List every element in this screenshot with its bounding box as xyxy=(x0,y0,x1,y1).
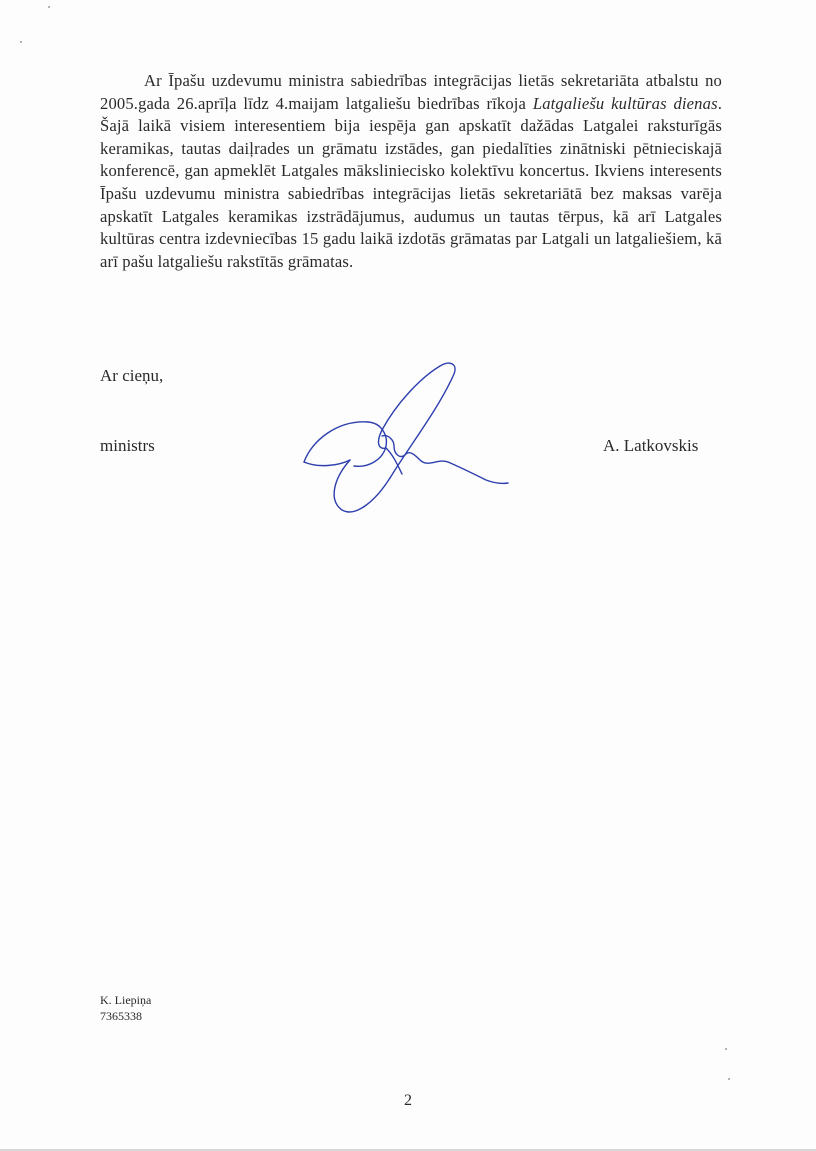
scan-speck xyxy=(48,6,50,8)
contact-name: K. Liepiņa xyxy=(100,993,152,1007)
signatory-name: A. Latkovskis xyxy=(603,436,699,455)
closing-phrase: Ar cieņu, xyxy=(100,366,164,385)
scan-speck xyxy=(20,41,22,43)
signatory-title: ministrs xyxy=(100,436,155,455)
body-text-part-1: Ar Īpašu uzdevumu ministra sabiedrības integrācijas lietās sekretariāta atbalstu no 2005.gada 26.aprīļa līdz 4.maijam latgaliešu biedrības rīkoja xyxy=(100,71,722,113)
contact-phone: 7365338 xyxy=(100,1009,142,1023)
contact-block xyxy=(100,992,151,1024)
scan-speck xyxy=(725,1048,727,1050)
body-text-emphasis: Latgaliešu kultūras dienas xyxy=(532,93,718,113)
handwritten-signature xyxy=(290,350,530,525)
body-text-part-2: . Šajā laikā visiem interesentiem bija iespēja gan apskatīt dažādas Latgalei raksturīgās keramikas, tautas daiļrades un grāmatu izstādes, gan piedalīties zinātniski pētnieciskajā konferencē, gan apmeklēt Latgales mākslinieciskо kolektīvu koncertus. Ikviens interesents Īpašu uzdevumu ministra sabiedrības integrācijas lietās sekretariātā bez maksas varēja apskatīt Latgales keramikas izstrādājumus, audumus un tautas tērpus, kā arī Latgales kultūras centra izdevniecības 15 gadu laikā izdotās grāmatas par Latgali un latgaliešiem, kā arī pašu latgaliešu rakstītās grāmatas. xyxy=(100,93,722,271)
scan-speck xyxy=(728,1078,730,1080)
page-number: 2 xyxy=(404,1092,412,1109)
letter-body-paragraph xyxy=(100,70,722,273)
